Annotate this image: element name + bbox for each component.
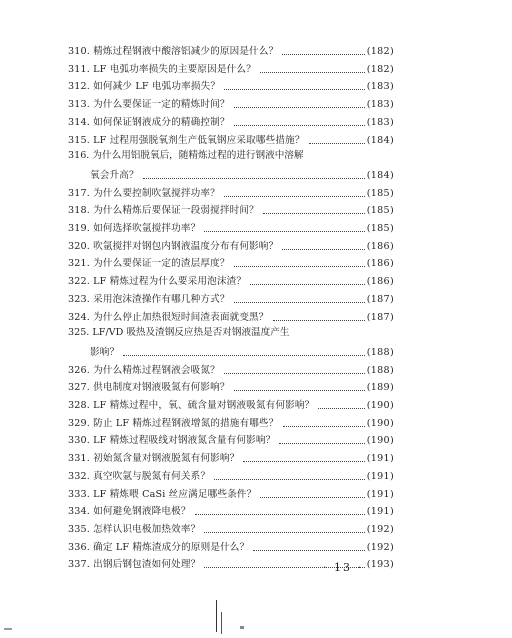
toc-entry[interactable] (68, 221, 394, 235)
toc-page-ref: (187) (366, 311, 394, 323)
toc-entry-text: 322. LF 精炼过程为什么要采用泡沫渣？ (68, 276, 247, 288)
toc-entry[interactable] (68, 97, 394, 111)
toc-entry-text: 312. 如何减少 LF 电弧功率损失？ (68, 81, 221, 93)
toc-entry[interactable] (68, 504, 394, 518)
dot-leader (123, 355, 364, 356)
toc-page-ref: (191) (366, 470, 394, 482)
toc-page-ref: (185) (366, 223, 394, 234)
toc-page-ref: (193) (366, 559, 394, 571)
toc-entry-text: 336. 确定 LF 精炼渣成分的原则是什么？ (68, 541, 250, 553)
toc-entry[interactable] (68, 416, 394, 430)
toc-entry-text: 321. 为什么要保证一定的渣层厚度？ (68, 258, 230, 270)
toc-page-ref: (190) (366, 435, 394, 447)
toc-entry-text: 337. 出钢后钢包渣如何处理？ (68, 559, 201, 571)
toc-entry-text: 316. 为什么用铝脱氧后，随精炼过程的进行钢液中溶解 (68, 150, 304, 162)
toc-page-ref: (182) (366, 63, 394, 75)
toc-page-ref: (190) (366, 417, 394, 429)
toc-entry[interactable] (68, 469, 394, 483)
toc-page-ref: (191) (366, 453, 394, 465)
toc-entry[interactable] (68, 256, 394, 270)
toc-entry-text: 333. LF 精炼喂 CaSi 丝应满足哪些条件？ (68, 488, 257, 500)
dot-leader (279, 443, 364, 444)
toc-entry[interactable] (68, 451, 394, 465)
dot-leader (282, 54, 364, 55)
toc-entry[interactable] (68, 115, 394, 129)
dot-leader (224, 196, 365, 197)
dot-leader (253, 550, 364, 551)
toc-entry[interactable] (68, 44, 394, 58)
toc-entry-text: 331. 初始氮含量对钢液脱氮有何影响？ (68, 453, 240, 465)
dot-leader (318, 408, 364, 409)
toc-entry[interactable] (68, 274, 394, 288)
toc-entry-text: 334. 如何避免钢液降电极？ (68, 506, 191, 518)
toc-entry-text: 317. 为什么要控制吹氩搅拌功率？ (68, 187, 220, 199)
toc-entry-text: 327. 供电制度对钢液吸氮有何影响？ (68, 382, 230, 394)
scan-mark (240, 626, 244, 629)
toc-page-ref: (186) (366, 276, 394, 288)
toc-entry[interactable] (68, 239, 394, 253)
toc-entry[interactable] (68, 380, 394, 394)
toc-page-ref: (182) (366, 46, 394, 57)
toc-entry-text: 335. 怎样认识电极加热效率？ (68, 523, 201, 535)
toc-entry[interactable] (68, 310, 394, 324)
page-number: · 13 · (323, 561, 363, 574)
dot-leader (250, 284, 365, 285)
dot-leader (283, 426, 365, 427)
toc-entry-text: 319. 如何选择吹氩搅拌功率？ (68, 223, 201, 234)
toc-page-ref: (188) (366, 346, 394, 358)
toc-entry-text: 326. 为什么精炼过程钢液会吸氮？ (68, 364, 220, 376)
toc-entry[interactable] (68, 345, 394, 359)
toc-entry-text: 314. 如何保证钢液成分的精确控制？ (68, 116, 230, 128)
toc-page-ref: (185) (366, 205, 394, 217)
toc-entry-text: 329. 防止 LF 精炼过程钢液增氮的措施有哪些？ (68, 417, 279, 429)
dot-leader (143, 178, 365, 179)
dot-leader (234, 266, 365, 267)
toc-entry-text: 313. 为什么要保证一定的精炼时间？ (68, 99, 230, 111)
toc-entry[interactable] (68, 363, 394, 377)
toc-page-ref: (191) (366, 506, 394, 518)
toc-entry-text: 323. 采用泡沫渣操作有哪几种方式？ (68, 293, 230, 305)
toc-page-ref: (186) (366, 258, 394, 270)
dot-leader (234, 390, 365, 391)
toc-page-ref: (184) (366, 134, 394, 146)
dot-leader (263, 213, 365, 214)
toc-page-ref: (183) (366, 81, 394, 93)
toc-entry-continuation: 影响？ (90, 346, 120, 358)
dot-leader (273, 320, 365, 321)
toc-page-ref: (185) (366, 187, 394, 199)
toc-page-ref: (192) (366, 523, 394, 535)
toc-entry-text: 318. 为什么精炼后要保证一段弱搅拌时间？ (68, 205, 259, 217)
toc-entry[interactable] (68, 133, 394, 147)
toc-entry[interactable] (68, 540, 394, 554)
toc-entry[interactable] (68, 79, 394, 93)
toc-entry[interactable] (68, 168, 394, 182)
toc-page-ref: (188) (366, 364, 394, 376)
dot-leader (224, 373, 365, 374)
dot-leader (309, 143, 365, 144)
toc-entry[interactable] (68, 292, 394, 306)
toc-entry[interactable] (68, 398, 394, 412)
dot-leader (234, 125, 365, 126)
toc-page-ref: (186) (366, 240, 394, 252)
scan-mark (221, 612, 222, 634)
toc-entry[interactable] (68, 522, 394, 536)
toc-entry-text: 320. 吹氩搅拌对钢包内钢液温度分布有何影响？ (68, 240, 279, 252)
dot-leader (260, 72, 365, 73)
toc-entry-text: 311. LF 电弧功率损失的主要原因是什么？ (68, 63, 256, 75)
dot-leader (282, 249, 364, 250)
toc-page-ref: (192) (366, 541, 394, 553)
dot-leader (204, 532, 364, 533)
dot-leader (234, 107, 365, 108)
dot-leader (260, 497, 364, 498)
dot-leader (214, 479, 365, 480)
toc-page-ref: (187) (366, 293, 394, 305)
dot-leader (224, 89, 365, 90)
toc-entry[interactable] (68, 203, 394, 217)
toc-entry[interactable] (68, 62, 394, 76)
dot-leader (234, 302, 365, 303)
toc-entry-text: 315. LF 过程用强脱氧剂生产低氧钢应采取哪些措施？ (68, 134, 305, 146)
scan-mark (4, 628, 12, 630)
toc-entry-text: 328. LF 精炼过程中，氧、硫含量对钢液吸氮有何影响？ (68, 400, 315, 411)
dot-leader (243, 461, 364, 462)
toc-page-ref: (184) (366, 169, 394, 181)
toc-entry[interactable] (68, 487, 394, 501)
toc-page-ref: (191) (366, 488, 394, 500)
toc-entry[interactable] (68, 186, 394, 200)
toc-entry-text: 325. LF/VD 吸热及渣钢反应热是否对钢液温度产生 (68, 327, 290, 339)
toc-page-ref: (183) (366, 99, 394, 111)
toc-entry-text: 310. 精炼过程钢液中酸溶铝减少的原因是什么？ (68, 46, 279, 57)
dot-leader (204, 231, 364, 232)
dot-leader (195, 514, 365, 515)
toc-entry[interactable] (68, 433, 394, 447)
toc-page-ref: (189) (366, 382, 394, 394)
toc-entry-text: 324. 为什么停止加热很短时间渣表面就变黑？ (68, 311, 269, 323)
toc-entry-continuation: 氧会升高？ (90, 169, 139, 181)
toc-page-ref: (190) (366, 400, 394, 411)
toc-entry-text: 332. 真空吹氩与脱氮有何关系？ (68, 470, 211, 482)
toc-entry-text: 330. LF 精炼过程吸线对钢液氮含量有何影响？ (68, 435, 276, 447)
toc-page-ref: (183) (366, 116, 394, 128)
scan-mark (216, 600, 217, 632)
